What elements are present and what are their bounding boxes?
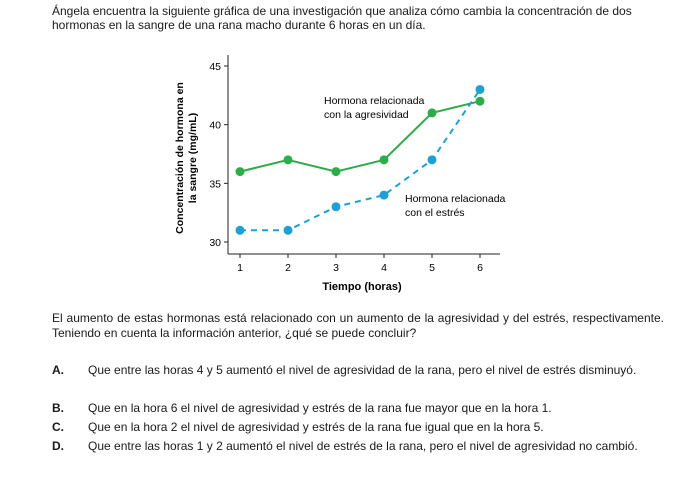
question-paragraph: El aumento de estas hormonas está relacionado con un aumento de la agresividad y del estrés, respectivamente. Teniendo en cuenta la información anterior, ¿qué se puede concluir?: [52, 311, 664, 340]
stress-label-line1: Hormona relacionada: [405, 193, 506, 205]
x-ticks: [237, 254, 483, 274]
series-1-point: [428, 155, 437, 164]
option-a-text: Que entre las horas 4 y 5 aumentó el nivel de agresividad de la rana, pero el nivel de estrés disminuyó.: [88, 363, 637, 377]
option-a[interactable]: [52, 363, 664, 377]
option-d-letter: D.: [52, 439, 64, 453]
series-1-point: [380, 191, 389, 200]
option-a-letter: A.: [52, 363, 64, 377]
x-tick-label: 3: [333, 262, 339, 274]
series-0-point: [380, 155, 389, 164]
series-0-point: [332, 167, 341, 176]
option-c[interactable]: [52, 420, 664, 434]
series-1-point: [476, 85, 485, 94]
x-tick-label: 6: [477, 262, 483, 274]
intro-text: Ángela encuentra la siguiente gráfica de una investigación que analiza cómo cambia la concentración de dos hormonas en la sangre de una rana macho durante 6 horas en un día.: [52, 4, 632, 32]
series-1-point: [332, 202, 341, 211]
x-tick-label: 4: [381, 262, 387, 274]
option-d-text: Que entre las horas 1 y 2 aumentó el nivel de estrés de la rana, pero el nivel de agresividad no cambió.: [88, 439, 638, 453]
y-tick-label: 30: [209, 237, 221, 249]
y-axis-label: [174, 82, 199, 234]
aggression-label-line1: Hormona relacionada: [324, 95, 425, 107]
aggression-label-line2: con la agresividad: [324, 109, 409, 121]
option-d[interactable]: [52, 439, 664, 453]
aggression-series-label: [324, 95, 425, 121]
option-b-letter: B.: [52, 401, 64, 415]
y-tick-label: 45: [209, 61, 221, 73]
x-axis-label: Tiempo (horas): [322, 281, 402, 293]
series-0-point: [236, 167, 245, 176]
stress-series-label: [405, 193, 506, 219]
x-tick-label: 2: [285, 262, 291, 274]
x-tick-label: 5: [429, 262, 435, 274]
series-1-point: [236, 226, 245, 235]
y-ticks: [209, 61, 228, 249]
y-axis-label-line1: Concentración de hormona en: [174, 82, 186, 234]
option-c-letter: C.: [52, 420, 64, 434]
chart-axes: [228, 55, 500, 254]
y-tick-label: 40: [209, 119, 221, 132]
option-b[interactable]: [52, 401, 664, 415]
series-1-point: [284, 226, 293, 235]
series-0-point: [284, 155, 293, 164]
series-0-point: [476, 97, 485, 106]
series-0-point: [428, 108, 437, 117]
option-c-text: Que en la hora 2 el nivel de agresividad y estrés de la rana fue igual que en la hora 5.: [88, 420, 544, 434]
y-tick-label: 35: [209, 178, 221, 191]
option-b-text: Que en la hora 6 el nivel de agresividad y estrés de la rana fue mayor que en la hora 1.: [88, 401, 552, 415]
x-tick-label: 1: [237, 262, 243, 274]
stress-label-line2: con el estrés: [405, 207, 465, 219]
y-axis-label-line2: la sangre (mg/mL): [187, 112, 199, 204]
